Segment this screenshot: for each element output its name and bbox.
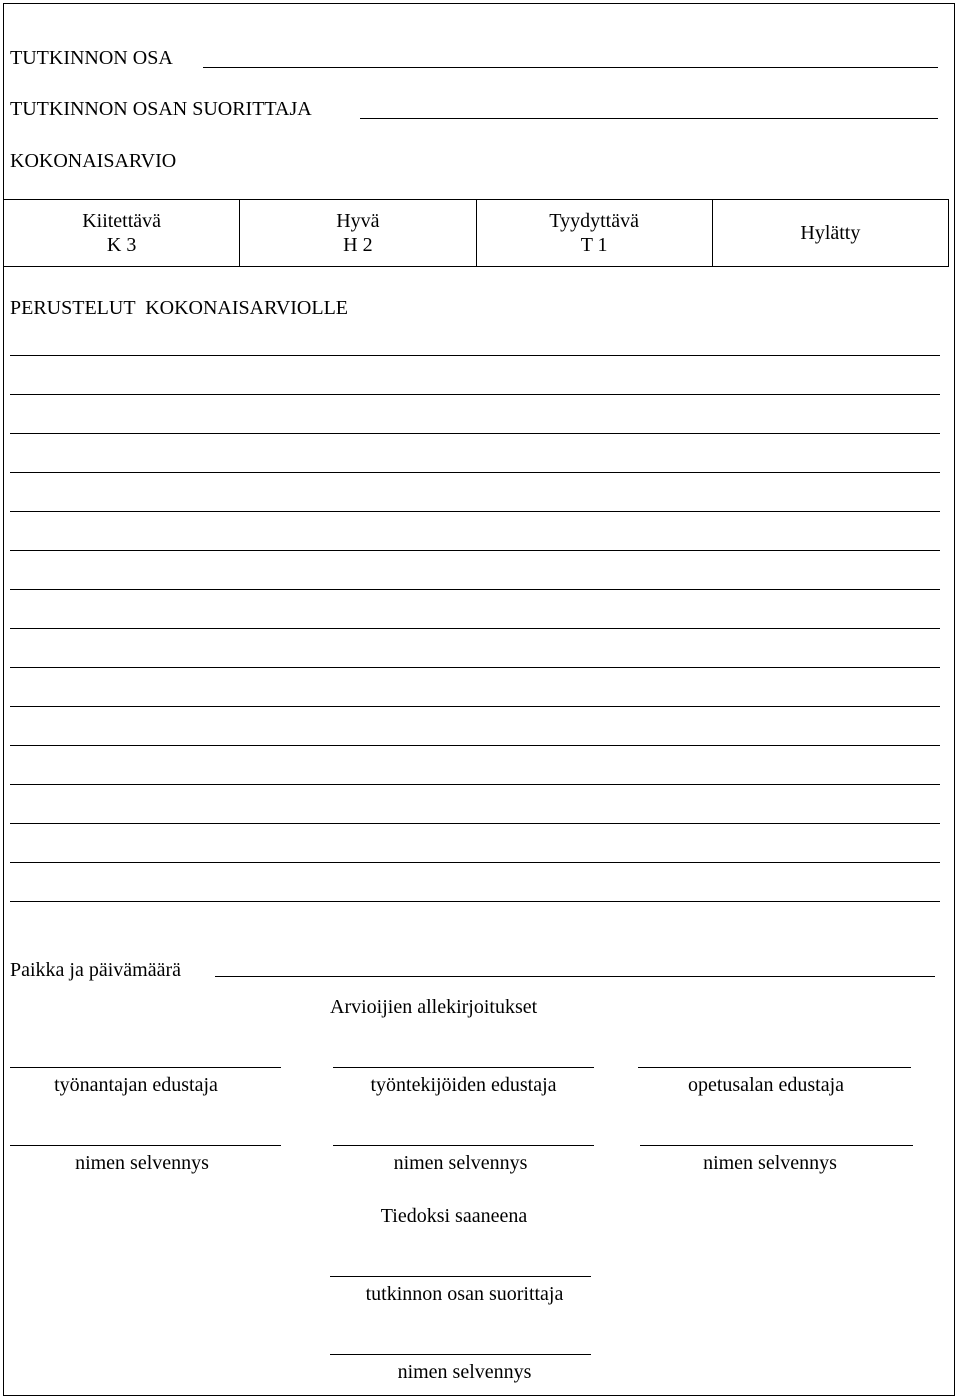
grade-cell-k3[interactable] (4, 200, 240, 266)
justification-line[interactable] (10, 784, 940, 785)
grade-name: Hylätty (800, 222, 861, 244)
grade-name: Kiitettävä (82, 210, 162, 232)
part-field[interactable] (203, 67, 938, 68)
justification-line[interactable] (10, 355, 940, 356)
place-date-label: Paikka ja päivämäärä (10, 959, 182, 981)
performer-caption: tutkinnon osan suorittaja (365, 1283, 564, 1305)
grade-code: T 1 (580, 234, 608, 256)
justification-line[interactable] (10, 550, 940, 551)
grade-name: Hyvä (336, 210, 380, 232)
employees-signature-line[interactable] (333, 1067, 594, 1068)
grade-cell-h2[interactable] (240, 200, 476, 266)
justification-line[interactable] (10, 862, 940, 863)
acknowledged-heading: Tiedoksi saaneena (380, 1205, 528, 1227)
education-signature-line[interactable] (638, 1067, 911, 1068)
place-date-field[interactable] (215, 976, 935, 977)
grade-cell-t1[interactable] (477, 200, 713, 266)
justification-line[interactable] (10, 628, 940, 629)
employees-clarification-line[interactable] (333, 1145, 594, 1146)
employer-clarification-line[interactable] (10, 1145, 281, 1146)
education-caption: opetusalan edustaja (687, 1074, 845, 1096)
education-clarification-line[interactable] (640, 1145, 913, 1146)
grade-cell-rejected[interactable] (713, 200, 948, 266)
justification-line[interactable] (10, 589, 940, 590)
employees-clarification-caption: nimen selvennys (393, 1152, 528, 1174)
justification-line[interactable] (10, 823, 940, 824)
grade-code: K 3 (106, 234, 137, 256)
justification-line[interactable] (10, 706, 940, 707)
performer-clarification-line[interactable] (330, 1354, 591, 1355)
justification-label: PERUSTELUT KOKONAISARVIOLLE (10, 297, 349, 319)
education-clarification-caption: nimen selvennys (703, 1152, 837, 1174)
justification-line[interactable] (10, 511, 940, 512)
justification-line[interactable] (10, 433, 940, 434)
performer-signature-line[interactable] (330, 1276, 591, 1277)
grade-table (3, 199, 949, 267)
grade-code: H 2 (343, 234, 373, 256)
employer-clarification-caption: nimen selvennys (75, 1152, 209, 1174)
justification-line[interactable] (10, 745, 940, 746)
justification-line[interactable] (10, 667, 940, 668)
justification-line[interactable] (10, 472, 940, 473)
justification-line[interactable] (10, 394, 940, 395)
part-label: TUTKINNON OSA (10, 47, 173, 69)
overall-label: KOKONAISARVIO (10, 150, 177, 172)
justification-line[interactable] (10, 901, 940, 902)
grade-name: Tyydyttävä (549, 210, 639, 232)
employer-caption: työnantajan edustaja (54, 1074, 218, 1096)
performer-clarification-caption: nimen selvennys (397, 1361, 532, 1383)
employees-caption: työntekijöiden edustaja (370, 1074, 557, 1096)
performer-label: TUTKINNON OSAN SUORITTAJA (10, 98, 312, 120)
performer-field[interactable] (360, 118, 938, 119)
employer-signature-line[interactable] (10, 1067, 281, 1068)
signatures-heading: Arvioijien allekirjoitukset (330, 996, 538, 1018)
